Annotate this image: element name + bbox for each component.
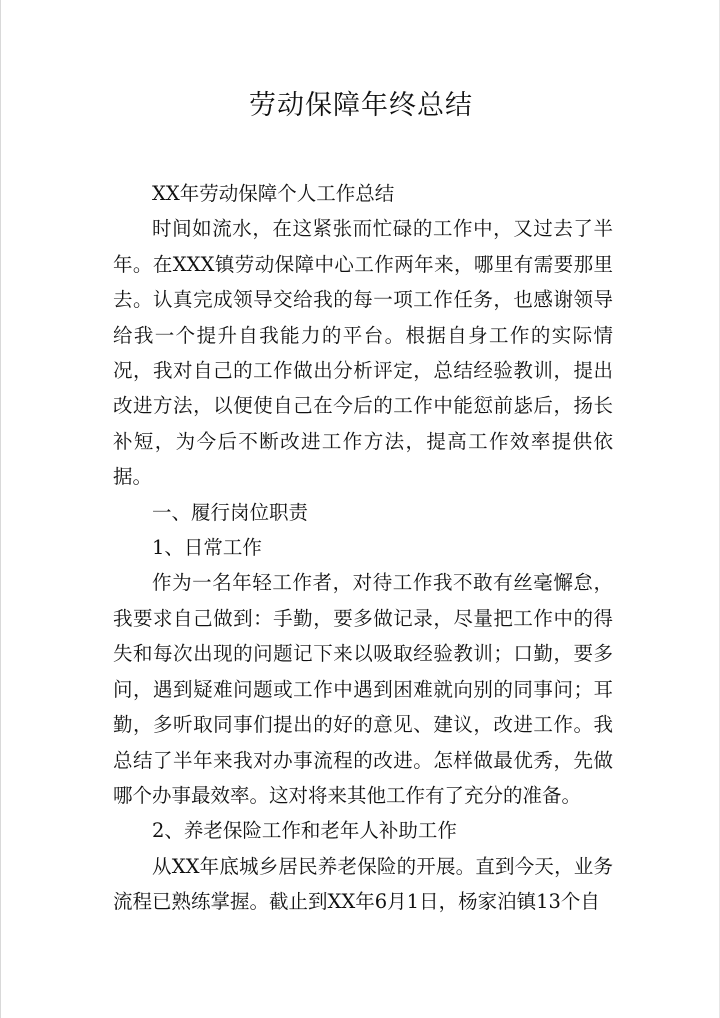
body-paragraph: 从XX年底城乡居民养老保险的开展。直到今天，业务流程已熟练掌握。截止到XX年6月1日，杨家泊镇13个自 xyxy=(113,854,613,914)
subtitle-paragraph: XX年劳动保障个人工作总结 xyxy=(152,182,395,205)
intro-paragraph: 时间如流水，在这紧张而忙碌的工作中，又过去了半年。在XXX镇劳动保障中心工作两年来，哪里有需要那里去。认真完成领导交给我的每一项工作任务，也感谢领导给我一个提升自我能力的平台。根据自身工作的实际情况，我对自己的工作做出分析评定，总结经验教训，提出改进方法，以便使自己在今后的工作中能愆前毖后，扬长补短，为今后不断改进工作方法，提高工作效率提供依据。 xyxy=(113,217,613,489)
subsection-heading: 1、日常工作 xyxy=(152,536,262,560)
subsection-heading: 2、养老保险工作和老年人补助工作 xyxy=(152,819,457,843)
document-title: 劳动保障年终总结 xyxy=(249,90,473,121)
section-heading: 一、履行岗位职责 xyxy=(152,500,309,524)
document-body xyxy=(113,176,613,920)
body-paragraph: 作为一名年轻工作者，对待工作我不敢有丝毫懈怠，我要求自己做到：手勤，要多做记录，尽量把工作中的得失和每次出现的问题记下来以吸取经验教训；口勤，要多问，遇到疑难问题或工作中遇到困难就向别的同事问；耳勤，多听取同事们提出的好的意见、建议，改进工作。我总结了半年来我对办事流程的改进。怎样做最优秀，先做哪个办事最效率。这对将来其他工作有了充分的准备。 xyxy=(113,571,613,807)
